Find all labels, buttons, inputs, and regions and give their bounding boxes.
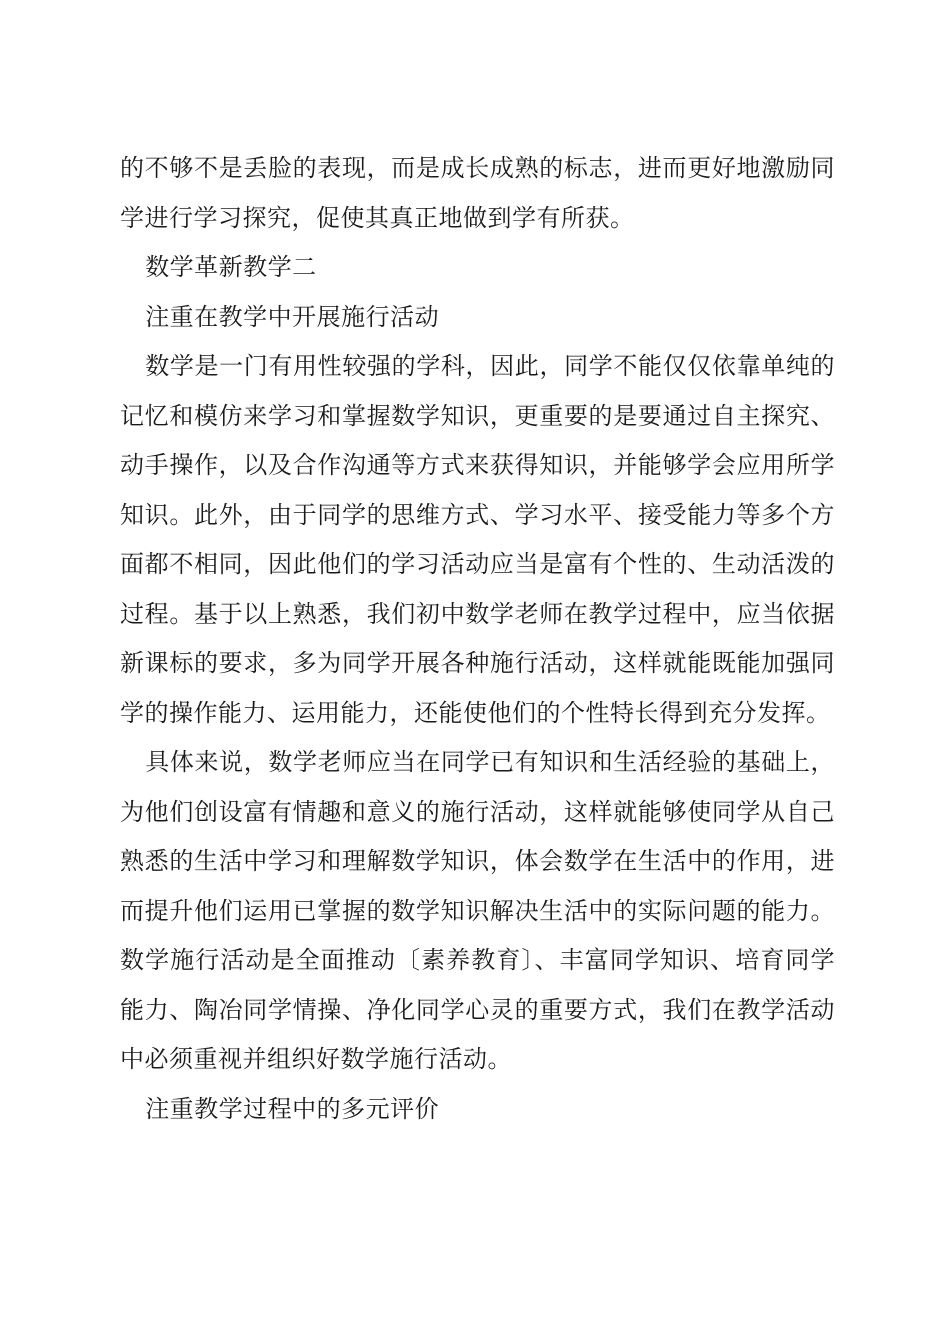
section-heading-practice-activities: 注重在教学中开展施行活动 <box>145 302 440 331</box>
paragraph-practical-subject: 数学是一门有用性较强的学科，因此，同学不能仅仅依靠单纯的记忆和模仿来学习和掌握数学知识，更重要的是要通过自主探究、动手操作，以及合作沟通等方式来获得知识，并能够学会应用所学知识。此外，由于同学的思维方式、学习水平、接受能力等多个方面都不相同，因此他们的学习活动应当是富有个性的、生动活泼的过程。基于以上熟悉，我们初中数学老师在教学过程中，应当依据新课标的要求，多为同学开展各种施行活动，这样就能既能加强同学的操作能力、运用能力，还能使他们的个性特长得到充分发挥。 <box>120 352 835 727</box>
section-heading-math-innovation-2: 数学革新教学二 <box>145 253 317 281</box>
document-page <box>120 144 835 1134</box>
paragraph-continued: 的不够不是丢脸的表现，而是成长成熟的标志，进而更好地激励同学进行学习探究，促使其真正地做到学有所获。 <box>120 154 835 232</box>
section-heading-multi-evaluation: 注重教学过程中的多元评价 <box>145 1094 440 1123</box>
paragraph-specifically: 具体来说，数学老师应当在同学已有知识和生活经验的基础上，为他们创设富有情趣和意义的施行活动，这样就能够使同学从自己熟悉的生活中学习和理解数学知识，体会数学在生活中的作用，进而提升他们运用已掌握的数学知识解决生活中的实际问题的能力。数学施行活动是全面推动〔素养教育〕、丰富同学知识、培育同学能力、陶冶同学情操、净化同学心灵的重要方式，我们在教学活动中必须重视并组织好数学施行活动。 <box>120 748 835 1073</box>
